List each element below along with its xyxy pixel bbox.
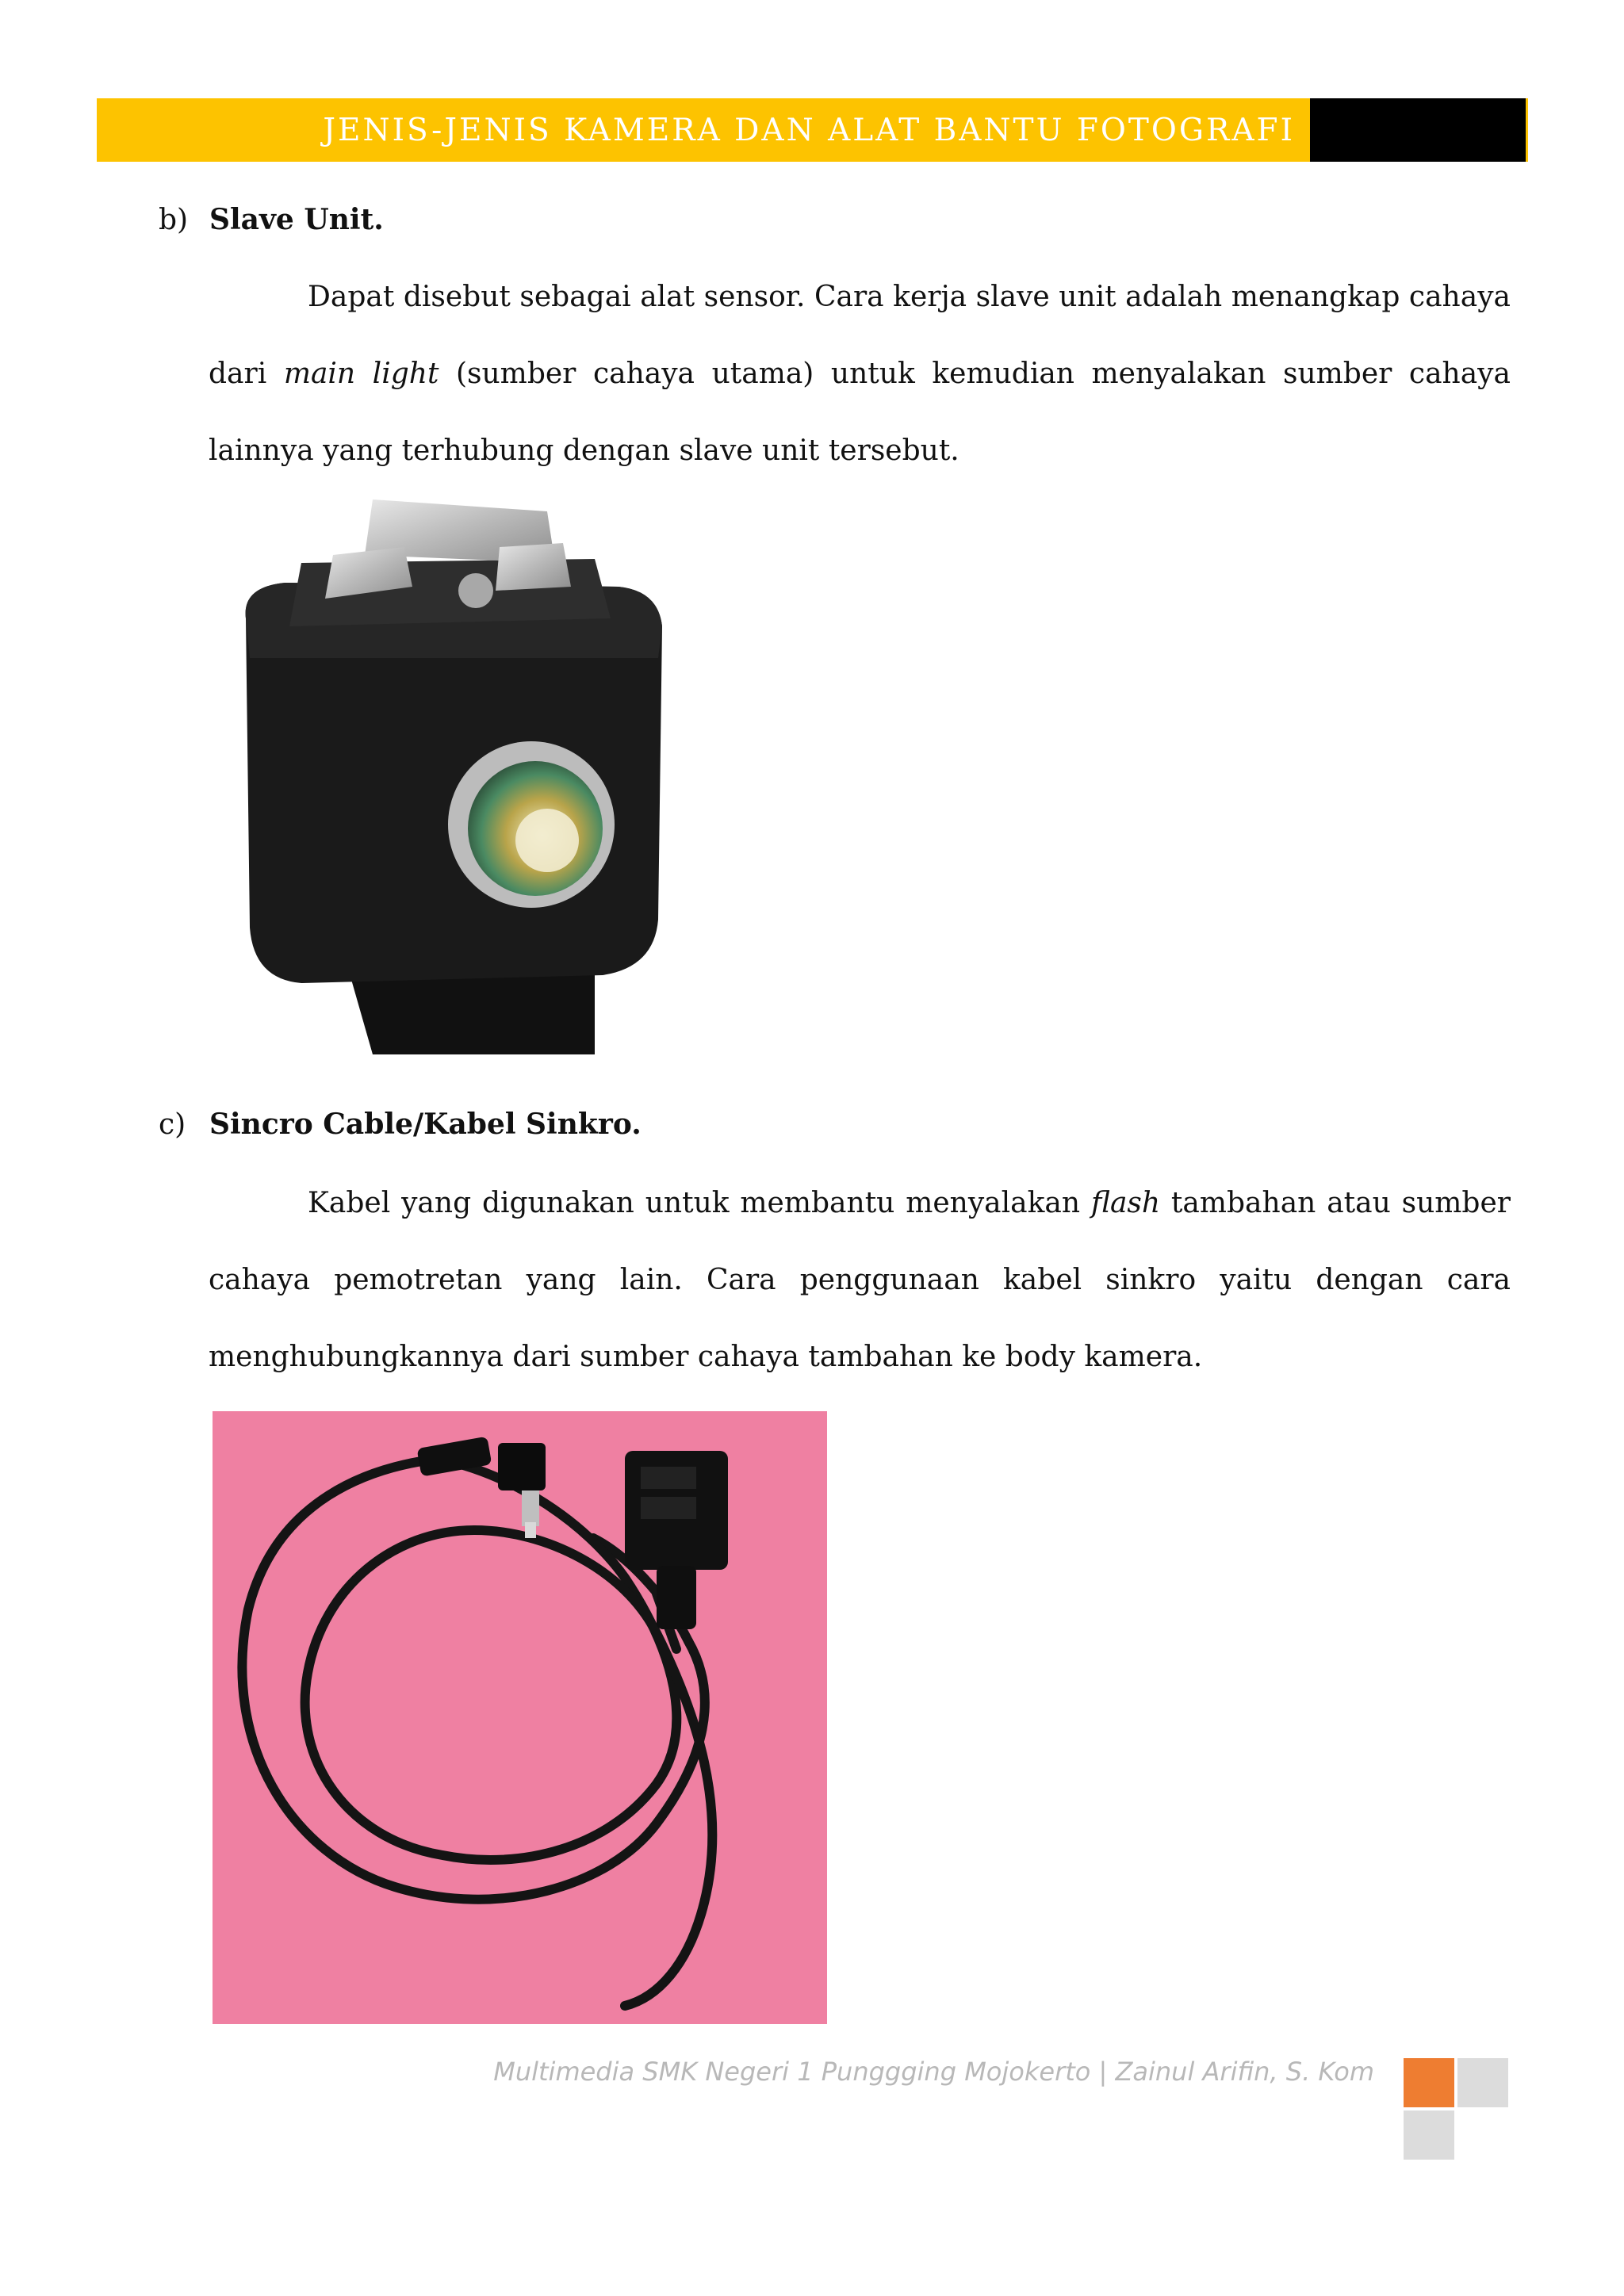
footer-decor-square-orange xyxy=(1404,2058,1454,2107)
paragraph-italic: flash xyxy=(1090,1187,1161,1219)
paragraph-text: tambahan atau sumber cahaya pemotretan yang lain. Cara penggunaan kabel sinkro yaitu dengan cara menghubungkannya dari sumber cahaya tambahan ke body kamera. xyxy=(209,1187,1511,1373)
paragraph-text: Kabel yang digunakan untuk membantu menyalakan xyxy=(308,1187,1091,1219)
header-black-block xyxy=(1310,98,1526,162)
paragraph-text: Dapat disebut sebagai alat sensor. Cara kerja slave unit adalah menangkap cahaya dari xyxy=(209,281,1511,390)
section-heading-slave-unit xyxy=(159,200,384,240)
footer-decor-square-gray xyxy=(1457,2058,1508,2107)
header-title: JENIS-JENIS KAMERA DAN ALAT BANTU FOTOGRAFI xyxy=(323,113,1295,148)
footer-decor-square-gray xyxy=(1404,2110,1454,2160)
section-title: Slave Unit. xyxy=(209,203,384,236)
paragraph-slave-unit xyxy=(209,258,1511,489)
footer-credit: Multimedia SMK Negeri 1 Punggging Mojokerto | Zainul Arifin, S. Kom xyxy=(493,2057,1374,2087)
list-marker: c) xyxy=(159,1108,186,1141)
paragraph-italic: main light xyxy=(283,358,439,390)
list-marker: b) xyxy=(159,204,189,236)
section-title: Sincro Cable/Kabel Sinkro. xyxy=(209,1108,642,1141)
sync-cable-image xyxy=(213,1411,827,2024)
section-heading-sincro-cable xyxy=(159,1104,642,1145)
slave-unit-image xyxy=(214,499,785,1070)
paragraph-sincro-cable xyxy=(209,1165,1511,1395)
sync-cable-illustration xyxy=(213,1411,827,2024)
paragraph-text: (sumber cahaya utama) untuk kemudian menyalakan sumber cahaya lainnya yang terhubung dengan slave unit tersebut. xyxy=(209,358,1511,467)
